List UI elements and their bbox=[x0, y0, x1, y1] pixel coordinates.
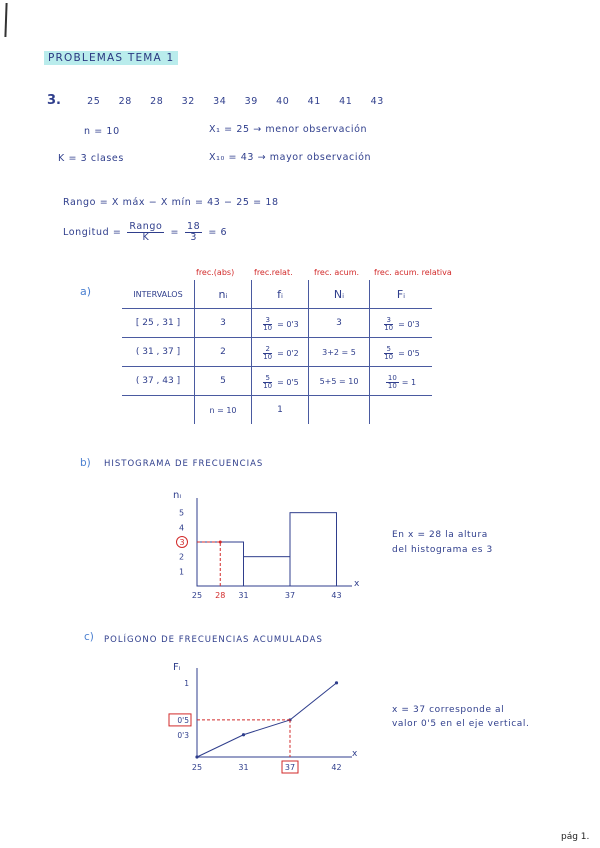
hist-x-tick-label: 37 bbox=[284, 591, 296, 600]
problem-number: 3. bbox=[47, 93, 61, 108]
data-value: 34 bbox=[213, 96, 227, 107]
polygon-point bbox=[335, 681, 338, 684]
header-ni: nᵢ bbox=[195, 280, 252, 309]
page-number: pág 1. bbox=[561, 832, 590, 842]
polygon-point bbox=[242, 733, 245, 736]
hist-y-tick-label: 4 bbox=[179, 523, 185, 533]
k-label: K = 3 clases bbox=[58, 153, 124, 164]
col-note-acum: frec. acum. bbox=[314, 268, 360, 277]
hist-y-label: nᵢ bbox=[173, 490, 182, 501]
data-value: 41 bbox=[307, 96, 321, 107]
hist-x-tick-label: 28 bbox=[215, 591, 226, 600]
longitud-expression: Longitud = $\frac{\text{Rango}}{K}$ = $\frac{18}{3}$ = 6 bbox=[63, 221, 228, 243]
poly-x-tick-label: 25 bbox=[191, 763, 203, 772]
col-note-relat: frec.relat. bbox=[254, 268, 293, 277]
rango-expression: Rango = X máx − X mín = 43 − 25 = 18 bbox=[63, 197, 279, 208]
hist-y-tick-label: 2 bbox=[179, 552, 185, 562]
col-note-abs: frec.(abs) bbox=[196, 268, 235, 277]
header-Fi: Fᵢ bbox=[370, 280, 433, 309]
data-value: 28 bbox=[118, 96, 132, 107]
hist-highlight-y-label: 3 bbox=[179, 538, 185, 547]
poly-x-label: x bbox=[352, 749, 358, 759]
data-value: 25 bbox=[87, 96, 101, 107]
hist-x-label: x bbox=[354, 579, 360, 589]
section-a-label: a) bbox=[80, 285, 92, 298]
section-b-label: b) bbox=[80, 457, 91, 469]
data-value: 28 bbox=[150, 96, 164, 107]
data-value: 39 bbox=[244, 96, 258, 107]
polygon-note-1: x = 37 corresponde al bbox=[392, 705, 505, 715]
table-row: ( 31 , 37 ] 2 $\frac{2}{10}$ = 0'2 3+2 = 5 $\frac{5}{10}$ = 0'5 bbox=[122, 338, 432, 367]
poly-x-tick-label: 31 bbox=[238, 763, 249, 772]
histogram-note-1: En x = 28 la altura bbox=[392, 530, 488, 540]
value-fraction: $\frac{18}{3}$ bbox=[187, 221, 201, 243]
hist-y-tick-label: 1 bbox=[179, 567, 185, 577]
data-value: 41 bbox=[339, 96, 353, 107]
table-row: ( 37 , 43 ] 5 $\frac{5}{10}$ = 0'5 5+5 = 10 $\frac{10}{10}$ = 1 bbox=[122, 367, 432, 396]
col-note-acum-rel: frec. acum. relativa bbox=[374, 268, 452, 277]
data-value: 43 bbox=[370, 96, 384, 107]
header-Ni: Nᵢ bbox=[309, 280, 370, 309]
poly-x-tick-label: 37 bbox=[284, 763, 296, 772]
rango-fraction: $\frac{\text{Rango}}{K}$ bbox=[129, 221, 163, 243]
header-fi: fᵢ bbox=[252, 280, 309, 309]
header-intervalos: INTERVALOS bbox=[122, 280, 195, 309]
hist-y-tick-label: 5 bbox=[179, 508, 185, 518]
poly-x-tick-label: 42 bbox=[331, 763, 342, 772]
x10-expression: X₁₀ = 43 → mayor observación bbox=[209, 152, 372, 163]
poly-y-tick-label: 1 bbox=[184, 678, 189, 688]
n-label: n = 10 bbox=[84, 126, 120, 137]
section-c-label: c) bbox=[84, 631, 94, 643]
polygon-title: POLÍGONO DE FRECUENCIAS ACUMULADAS bbox=[104, 635, 323, 645]
hist-x-tick-label: 31 bbox=[238, 591, 249, 600]
histogram-title: HISTOGRAMA DE FRECUENCIAS bbox=[104, 459, 264, 469]
x1-expression: X₁ = 25 → menor observación bbox=[209, 124, 368, 135]
histogram-note-2: del histograma es 3 bbox=[392, 545, 493, 555]
data-value: 40 bbox=[276, 96, 290, 107]
polygon-point bbox=[195, 755, 198, 758]
poly-y-label: Fᵢ bbox=[173, 662, 181, 673]
polygon-note-2: valor 0'5 en el eje vertical. bbox=[392, 719, 530, 729]
hist-x-tick-label: 43 bbox=[331, 591, 342, 600]
longitud-label: Longitud = bbox=[63, 226, 122, 238]
poly-y-tick-label: 0'5 bbox=[177, 715, 189, 725]
hist-x-tick-label: 25 bbox=[191, 591, 203, 600]
poly-y-tick-label: 0'3 bbox=[177, 730, 189, 740]
table-totals-row: n = 10 1 bbox=[122, 396, 432, 425]
table-row: [ 25 , 31 ] 3 $\frac{3}{10}$ = 0'3 3 $\frac{3}{10}$ = 0'3 bbox=[122, 309, 432, 338]
data-value: 32 bbox=[181, 96, 195, 107]
page-title: PROBLEMAS TEMA 1 bbox=[44, 51, 178, 65]
